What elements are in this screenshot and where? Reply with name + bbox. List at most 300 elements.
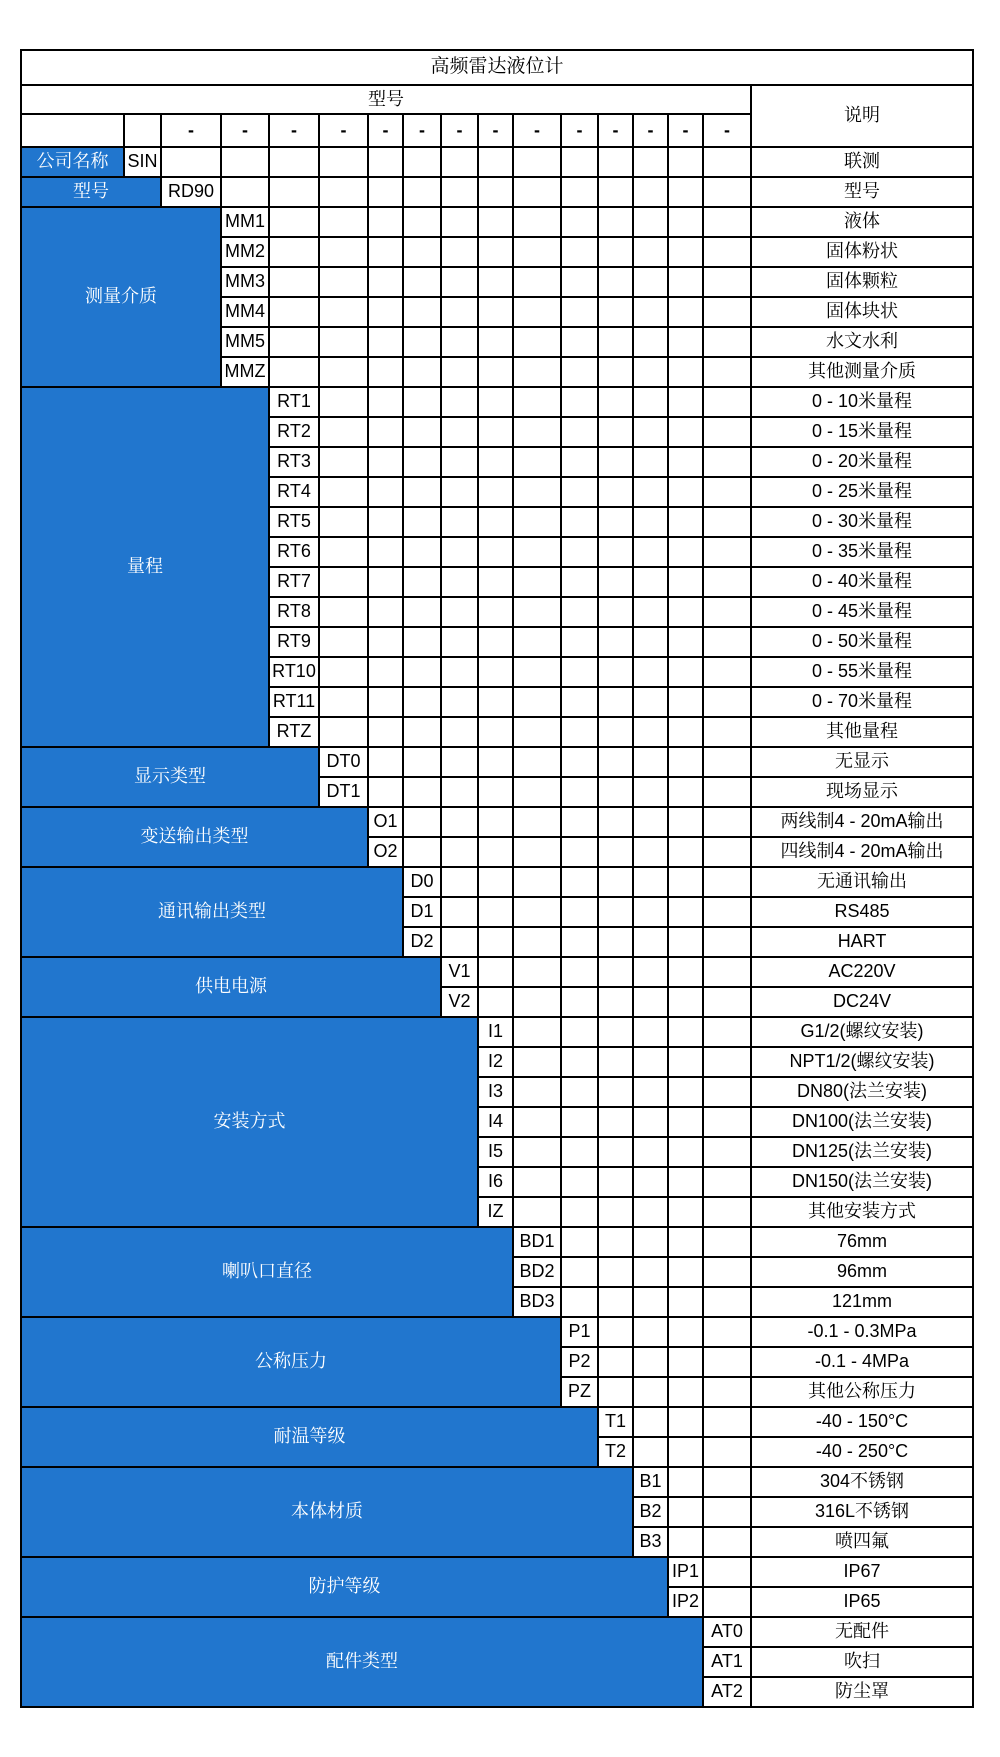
separator-dash: - bbox=[269, 114, 319, 147]
desc-cell: 0 - 50米量程 bbox=[751, 627, 973, 657]
table-row bbox=[21, 867, 973, 897]
blank-cell bbox=[633, 567, 668, 597]
code-cell: RT7 bbox=[269, 567, 319, 597]
blank-cell bbox=[633, 627, 668, 657]
separator-dash: - bbox=[478, 114, 513, 147]
desc-cell: 四线制4 - 20mA输出 bbox=[751, 837, 973, 867]
blank-cell bbox=[668, 807, 703, 837]
blank-cell bbox=[598, 477, 633, 507]
blank-cell bbox=[668, 207, 703, 237]
table-row bbox=[21, 1317, 973, 1347]
blank-cell bbox=[478, 567, 513, 597]
blank-cell bbox=[598, 657, 633, 687]
blank-cell bbox=[319, 687, 368, 717]
blank-cell bbox=[403, 177, 441, 207]
blank-cell bbox=[703, 717, 751, 747]
blank-cell bbox=[703, 1107, 751, 1137]
desc-cell: 防尘罩 bbox=[751, 1677, 973, 1707]
blank-cell bbox=[633, 1077, 668, 1107]
blank-cell bbox=[668, 1257, 703, 1287]
blank-cell bbox=[368, 597, 403, 627]
code-cell: T2 bbox=[598, 1437, 633, 1467]
blank-cell bbox=[703, 777, 751, 807]
blank-cell bbox=[368, 747, 403, 777]
blank-cell bbox=[598, 627, 633, 657]
blank-cell bbox=[478, 987, 513, 1017]
code-cell: AT1 bbox=[703, 1647, 751, 1677]
blank-cell bbox=[668, 147, 703, 177]
desc-cell: 0 - 70米量程 bbox=[751, 687, 973, 717]
blank-cell bbox=[478, 897, 513, 927]
category-cell: 喇叭口直径 bbox=[21, 1227, 513, 1317]
code-cell: SIN bbox=[124, 147, 161, 177]
blank-cell bbox=[513, 867, 561, 897]
desc-cell: 两线制4 - 20mA输出 bbox=[751, 807, 973, 837]
blank-cell bbox=[403, 357, 441, 387]
blank-cell bbox=[633, 1107, 668, 1137]
code-cell: B1 bbox=[633, 1467, 668, 1497]
blank-cell bbox=[561, 237, 598, 267]
blank-cell bbox=[478, 597, 513, 627]
blank-cell bbox=[478, 747, 513, 777]
category-cell: 耐温等级 bbox=[21, 1407, 598, 1467]
blank-cell bbox=[368, 267, 403, 297]
blank-cell bbox=[703, 207, 751, 237]
blank-cell bbox=[703, 537, 751, 567]
blank-cell bbox=[598, 447, 633, 477]
blank-cell bbox=[513, 207, 561, 237]
blank-cell bbox=[478, 447, 513, 477]
blank-cell bbox=[513, 1047, 561, 1077]
blank-cell bbox=[478, 657, 513, 687]
blank-cell bbox=[403, 657, 441, 687]
blank-cell bbox=[561, 927, 598, 957]
code-cell: B2 bbox=[633, 1497, 668, 1527]
blank-cell bbox=[633, 357, 668, 387]
blank-cell bbox=[403, 477, 441, 507]
desc-cell: 无通讯输出 bbox=[751, 867, 973, 897]
blank-cell bbox=[368, 567, 403, 597]
blank-cell bbox=[703, 387, 751, 417]
desc-cell: DN80(法兰安装) bbox=[751, 1077, 973, 1107]
code-cell: T1 bbox=[598, 1407, 633, 1437]
table-row bbox=[21, 1227, 973, 1257]
blank-cell bbox=[513, 567, 561, 597]
blank-cell bbox=[478, 837, 513, 867]
blank-cell bbox=[668, 627, 703, 657]
blank-cell bbox=[368, 327, 403, 357]
code-cell: RT1 bbox=[269, 387, 319, 417]
separator-dash: - bbox=[403, 114, 441, 147]
blank-cell bbox=[668, 1467, 703, 1497]
code-cell: RT2 bbox=[269, 417, 319, 447]
blank-cell bbox=[221, 177, 269, 207]
blank-cell bbox=[668, 837, 703, 867]
blank-cell bbox=[668, 927, 703, 957]
blank-cell bbox=[633, 837, 668, 867]
blank-cell bbox=[561, 267, 598, 297]
blank-cell bbox=[513, 447, 561, 477]
blank-cell bbox=[513, 1167, 561, 1197]
blank-cell bbox=[319, 147, 368, 177]
table-row bbox=[21, 747, 973, 777]
desc-cell: 其他安装方式 bbox=[751, 1197, 973, 1227]
desc-cell: -0.1 - 0.3MPa bbox=[751, 1317, 973, 1347]
blank-cell bbox=[703, 927, 751, 957]
blank-cell bbox=[403, 837, 441, 867]
blank-cell bbox=[561, 687, 598, 717]
blank-cell bbox=[441, 147, 478, 177]
desc-cell: AC220V bbox=[751, 957, 973, 987]
blank-cell bbox=[513, 987, 561, 1017]
blank-cell bbox=[368, 237, 403, 267]
blank-cell bbox=[403, 237, 441, 267]
blank-cell bbox=[269, 147, 319, 177]
table-row bbox=[21, 1557, 973, 1587]
blank-cell bbox=[633, 867, 668, 897]
separator-dash: - bbox=[161, 114, 221, 147]
blank-cell bbox=[668, 1227, 703, 1257]
blank-cell bbox=[513, 237, 561, 267]
blank-cell bbox=[561, 1107, 598, 1137]
blank-cell bbox=[561, 567, 598, 597]
blank-cell bbox=[561, 1197, 598, 1227]
blank-cell bbox=[368, 447, 403, 477]
blank-cell bbox=[598, 1377, 633, 1407]
blank-cell bbox=[633, 387, 668, 417]
blank-cell bbox=[561, 1137, 598, 1167]
blank-cell bbox=[598, 1077, 633, 1107]
blank-cell bbox=[633, 447, 668, 477]
blank-cell bbox=[668, 387, 703, 417]
blank-cell bbox=[561, 717, 598, 747]
desc-cell: 0 - 10米量程 bbox=[751, 387, 973, 417]
blank-cell bbox=[441, 717, 478, 747]
blank-cell bbox=[368, 777, 403, 807]
desc-cell: -0.1 - 4MPa bbox=[751, 1347, 973, 1377]
separator-dash: - bbox=[633, 114, 668, 147]
blank-cell bbox=[368, 147, 403, 177]
separator-dash: - bbox=[221, 114, 269, 147]
desc-cell: 304不锈钢 bbox=[751, 1467, 973, 1497]
blank-cell bbox=[368, 627, 403, 657]
blank-cell bbox=[633, 177, 668, 207]
model-header: 型号 bbox=[21, 85, 751, 114]
blank-cell bbox=[703, 327, 751, 357]
blank-cell bbox=[561, 807, 598, 837]
blank-cell bbox=[561, 477, 598, 507]
separator-dash: - bbox=[703, 114, 751, 147]
desc-cell: -40 - 150°C bbox=[751, 1407, 973, 1437]
blank-cell bbox=[633, 1317, 668, 1347]
blank-cell bbox=[598, 1017, 633, 1047]
blank-cell bbox=[368, 477, 403, 507]
blank-cell bbox=[703, 867, 751, 897]
blank-cell bbox=[561, 987, 598, 1017]
blank-cell bbox=[598, 777, 633, 807]
table-row bbox=[21, 1017, 973, 1047]
blank-cell bbox=[513, 387, 561, 417]
table-row bbox=[21, 1407, 973, 1437]
blank-cell bbox=[269, 357, 319, 387]
blank-cell bbox=[561, 1287, 598, 1317]
desc-cell: RS485 bbox=[751, 897, 973, 927]
blank-cell bbox=[633, 657, 668, 687]
blank-cell bbox=[478, 417, 513, 447]
separator-dash: - bbox=[513, 114, 561, 147]
blank-cell bbox=[703, 447, 751, 477]
blank-cell bbox=[513, 507, 561, 537]
blank-cell bbox=[403, 807, 441, 837]
blank-cell bbox=[513, 897, 561, 927]
blank-cell bbox=[703, 1437, 751, 1467]
blank-cell bbox=[319, 327, 368, 357]
blank-cell bbox=[633, 1377, 668, 1407]
blank-cell bbox=[269, 207, 319, 237]
code-cell: BD1 bbox=[513, 1227, 561, 1257]
desc-cell: 316L不锈钢 bbox=[751, 1497, 973, 1527]
blank-cell bbox=[703, 1137, 751, 1167]
blank-cell bbox=[668, 507, 703, 537]
code-cell: I3 bbox=[478, 1077, 513, 1107]
blank-cell bbox=[633, 537, 668, 567]
blank-cell bbox=[703, 267, 751, 297]
blank-cell bbox=[403, 207, 441, 237]
blank-cell bbox=[598, 897, 633, 927]
blank-cell bbox=[703, 1047, 751, 1077]
blank-cell bbox=[441, 357, 478, 387]
blank-cell bbox=[668, 1497, 703, 1527]
desc-cell: 0 - 35米量程 bbox=[751, 537, 973, 567]
blank-cell bbox=[703, 1467, 751, 1497]
blank-cell bbox=[561, 1257, 598, 1287]
blank-cell bbox=[703, 1347, 751, 1377]
code-cell: MM5 bbox=[221, 327, 269, 357]
blank-cell bbox=[703, 297, 751, 327]
desc-cell: 水文水利 bbox=[751, 327, 973, 357]
blank-cell bbox=[633, 1227, 668, 1257]
blank-cell bbox=[668, 747, 703, 777]
table-row bbox=[21, 147, 973, 177]
blank-cell bbox=[598, 807, 633, 837]
blank-cell bbox=[403, 687, 441, 717]
blank-cell bbox=[561, 897, 598, 927]
blank-cell bbox=[561, 1077, 598, 1107]
blank-cell bbox=[478, 927, 513, 957]
blank-cell bbox=[598, 567, 633, 597]
blank-cell bbox=[368, 417, 403, 447]
blank-cell bbox=[319, 507, 368, 537]
blank-cell bbox=[478, 387, 513, 417]
blank-cell bbox=[633, 147, 668, 177]
category-cell: 防护等级 bbox=[21, 1557, 668, 1617]
blank-cell bbox=[319, 477, 368, 507]
model-header-row bbox=[21, 85, 973, 114]
blank-cell bbox=[319, 567, 368, 597]
blank-cell bbox=[403, 537, 441, 567]
blank-cell bbox=[441, 417, 478, 447]
blank-cell bbox=[703, 507, 751, 537]
blank-cell bbox=[703, 687, 751, 717]
blank-cell bbox=[368, 357, 403, 387]
blank-cell bbox=[668, 537, 703, 567]
desc-cell: NPT1/2(螺纹安装) bbox=[751, 1047, 973, 1077]
blank-cell bbox=[319, 627, 368, 657]
code-cell: IZ bbox=[478, 1197, 513, 1227]
desc-cell: 其他公称压力 bbox=[751, 1377, 973, 1407]
blank-cell bbox=[598, 1347, 633, 1377]
blank-cell bbox=[513, 777, 561, 807]
blank-cell bbox=[633, 1137, 668, 1167]
category-cell: 型号 bbox=[21, 177, 161, 207]
blank-cell bbox=[633, 747, 668, 777]
blank-cell bbox=[478, 687, 513, 717]
blank-cell bbox=[633, 1287, 668, 1317]
blank-cell bbox=[513, 147, 561, 177]
blank-cell bbox=[668, 1077, 703, 1107]
blank-cell bbox=[403, 417, 441, 447]
blank-cell bbox=[561, 147, 598, 177]
category-cell: 变送输出类型 bbox=[21, 807, 368, 867]
blank-cell bbox=[478, 327, 513, 357]
blank-cell bbox=[598, 147, 633, 177]
blank-cell bbox=[598, 987, 633, 1017]
blank-cell bbox=[403, 447, 441, 477]
blank-cell bbox=[633, 777, 668, 807]
blank-cell bbox=[668, 777, 703, 807]
blank-cell bbox=[703, 897, 751, 927]
blank-cell bbox=[561, 327, 598, 357]
blank-cell bbox=[368, 297, 403, 327]
blank-cell bbox=[478, 957, 513, 987]
blank-cell bbox=[703, 1287, 751, 1317]
code-cell: MM3 bbox=[221, 267, 269, 297]
blank-cell bbox=[598, 537, 633, 567]
model-selection-table bbox=[20, 49, 974, 1708]
blank-cell bbox=[441, 657, 478, 687]
blank-cell bbox=[703, 147, 751, 177]
blank-cell bbox=[633, 957, 668, 987]
blank-cell bbox=[668, 1017, 703, 1047]
category-cell: 测量介质 bbox=[21, 207, 221, 387]
blank-cell bbox=[598, 1047, 633, 1077]
separator-dash: - bbox=[561, 114, 598, 147]
blank-cell bbox=[513, 687, 561, 717]
desc-cell: DN125(法兰安装) bbox=[751, 1137, 973, 1167]
code-cell: RT6 bbox=[269, 537, 319, 567]
blank-cell bbox=[633, 1257, 668, 1287]
blank-cell bbox=[598, 1257, 633, 1287]
blank-cell bbox=[668, 987, 703, 1017]
blank-cell bbox=[368, 507, 403, 537]
blank-cell bbox=[513, 837, 561, 867]
blank-cell bbox=[478, 537, 513, 567]
blank-cell bbox=[633, 987, 668, 1017]
blank-cell bbox=[633, 687, 668, 717]
code-cell: DT0 bbox=[319, 747, 368, 777]
blank-cell bbox=[441, 777, 478, 807]
blank-cell bbox=[633, 807, 668, 837]
desc-cell: 型号 bbox=[751, 177, 973, 207]
code-cell: D1 bbox=[403, 897, 441, 927]
code-cell: I4 bbox=[478, 1107, 513, 1137]
desc-cell: 其他量程 bbox=[751, 717, 973, 747]
blank-cell bbox=[703, 567, 751, 597]
code-cell: PZ bbox=[561, 1377, 598, 1407]
blank-cell bbox=[668, 657, 703, 687]
blank-cell bbox=[668, 1407, 703, 1437]
code-cell: RT11 bbox=[269, 687, 319, 717]
blank-cell bbox=[703, 1497, 751, 1527]
blank-cell bbox=[703, 1587, 751, 1617]
category-cell: 公司名称 bbox=[21, 147, 124, 177]
blank-cell bbox=[561, 777, 598, 807]
blank-cell bbox=[513, 807, 561, 837]
code-cell: RT8 bbox=[269, 597, 319, 627]
blank-cell bbox=[513, 957, 561, 987]
blank-cell bbox=[703, 1197, 751, 1227]
code-cell: I2 bbox=[478, 1047, 513, 1077]
desc-cell: 液体 bbox=[751, 207, 973, 237]
code-cell: AT2 bbox=[703, 1677, 751, 1707]
blank-cell bbox=[598, 387, 633, 417]
blank-cell bbox=[478, 507, 513, 537]
code-cell: MM2 bbox=[221, 237, 269, 267]
blank-cell bbox=[561, 657, 598, 687]
blank-cell bbox=[561, 207, 598, 237]
desc-cell: 固体块状 bbox=[751, 297, 973, 327]
code-cell: P1 bbox=[561, 1317, 598, 1347]
blank-cell bbox=[633, 477, 668, 507]
blank-cell bbox=[633, 507, 668, 537]
blank-cell bbox=[668, 357, 703, 387]
blank-cell bbox=[703, 1077, 751, 1107]
blank-cell bbox=[124, 114, 161, 147]
code-cell: RT5 bbox=[269, 507, 319, 537]
separator-dash: - bbox=[668, 114, 703, 147]
table-row bbox=[21, 207, 973, 237]
blank-cell bbox=[703, 1017, 751, 1047]
blank-cell bbox=[703, 1257, 751, 1287]
blank-cell bbox=[513, 357, 561, 387]
blank-cell bbox=[598, 1167, 633, 1197]
code-cell: B3 bbox=[633, 1527, 668, 1557]
blank-cell bbox=[633, 417, 668, 447]
code-cell: O1 bbox=[368, 807, 403, 837]
blank-cell bbox=[703, 477, 751, 507]
blank-cell bbox=[403, 777, 441, 807]
blank-cell bbox=[478, 207, 513, 237]
blank-cell bbox=[478, 177, 513, 207]
desc-cell: 96mm bbox=[751, 1257, 973, 1287]
blank-cell bbox=[269, 177, 319, 207]
blank-cell bbox=[598, 357, 633, 387]
blank-cell bbox=[668, 897, 703, 927]
blank-cell bbox=[598, 327, 633, 357]
blank-cell bbox=[513, 477, 561, 507]
desc-cell: 无配件 bbox=[751, 1617, 973, 1647]
blank-cell bbox=[561, 447, 598, 477]
code-cell: RT4 bbox=[269, 477, 319, 507]
blank-cell bbox=[269, 267, 319, 297]
separator-dash: - bbox=[441, 114, 478, 147]
desc-cell: 0 - 15米量程 bbox=[751, 417, 973, 447]
blank-cell bbox=[319, 417, 368, 447]
category-cell: 本体材质 bbox=[21, 1467, 633, 1557]
blank-cell bbox=[598, 687, 633, 717]
desc-cell: DC24V bbox=[751, 987, 973, 1017]
separator-dash: - bbox=[598, 114, 633, 147]
